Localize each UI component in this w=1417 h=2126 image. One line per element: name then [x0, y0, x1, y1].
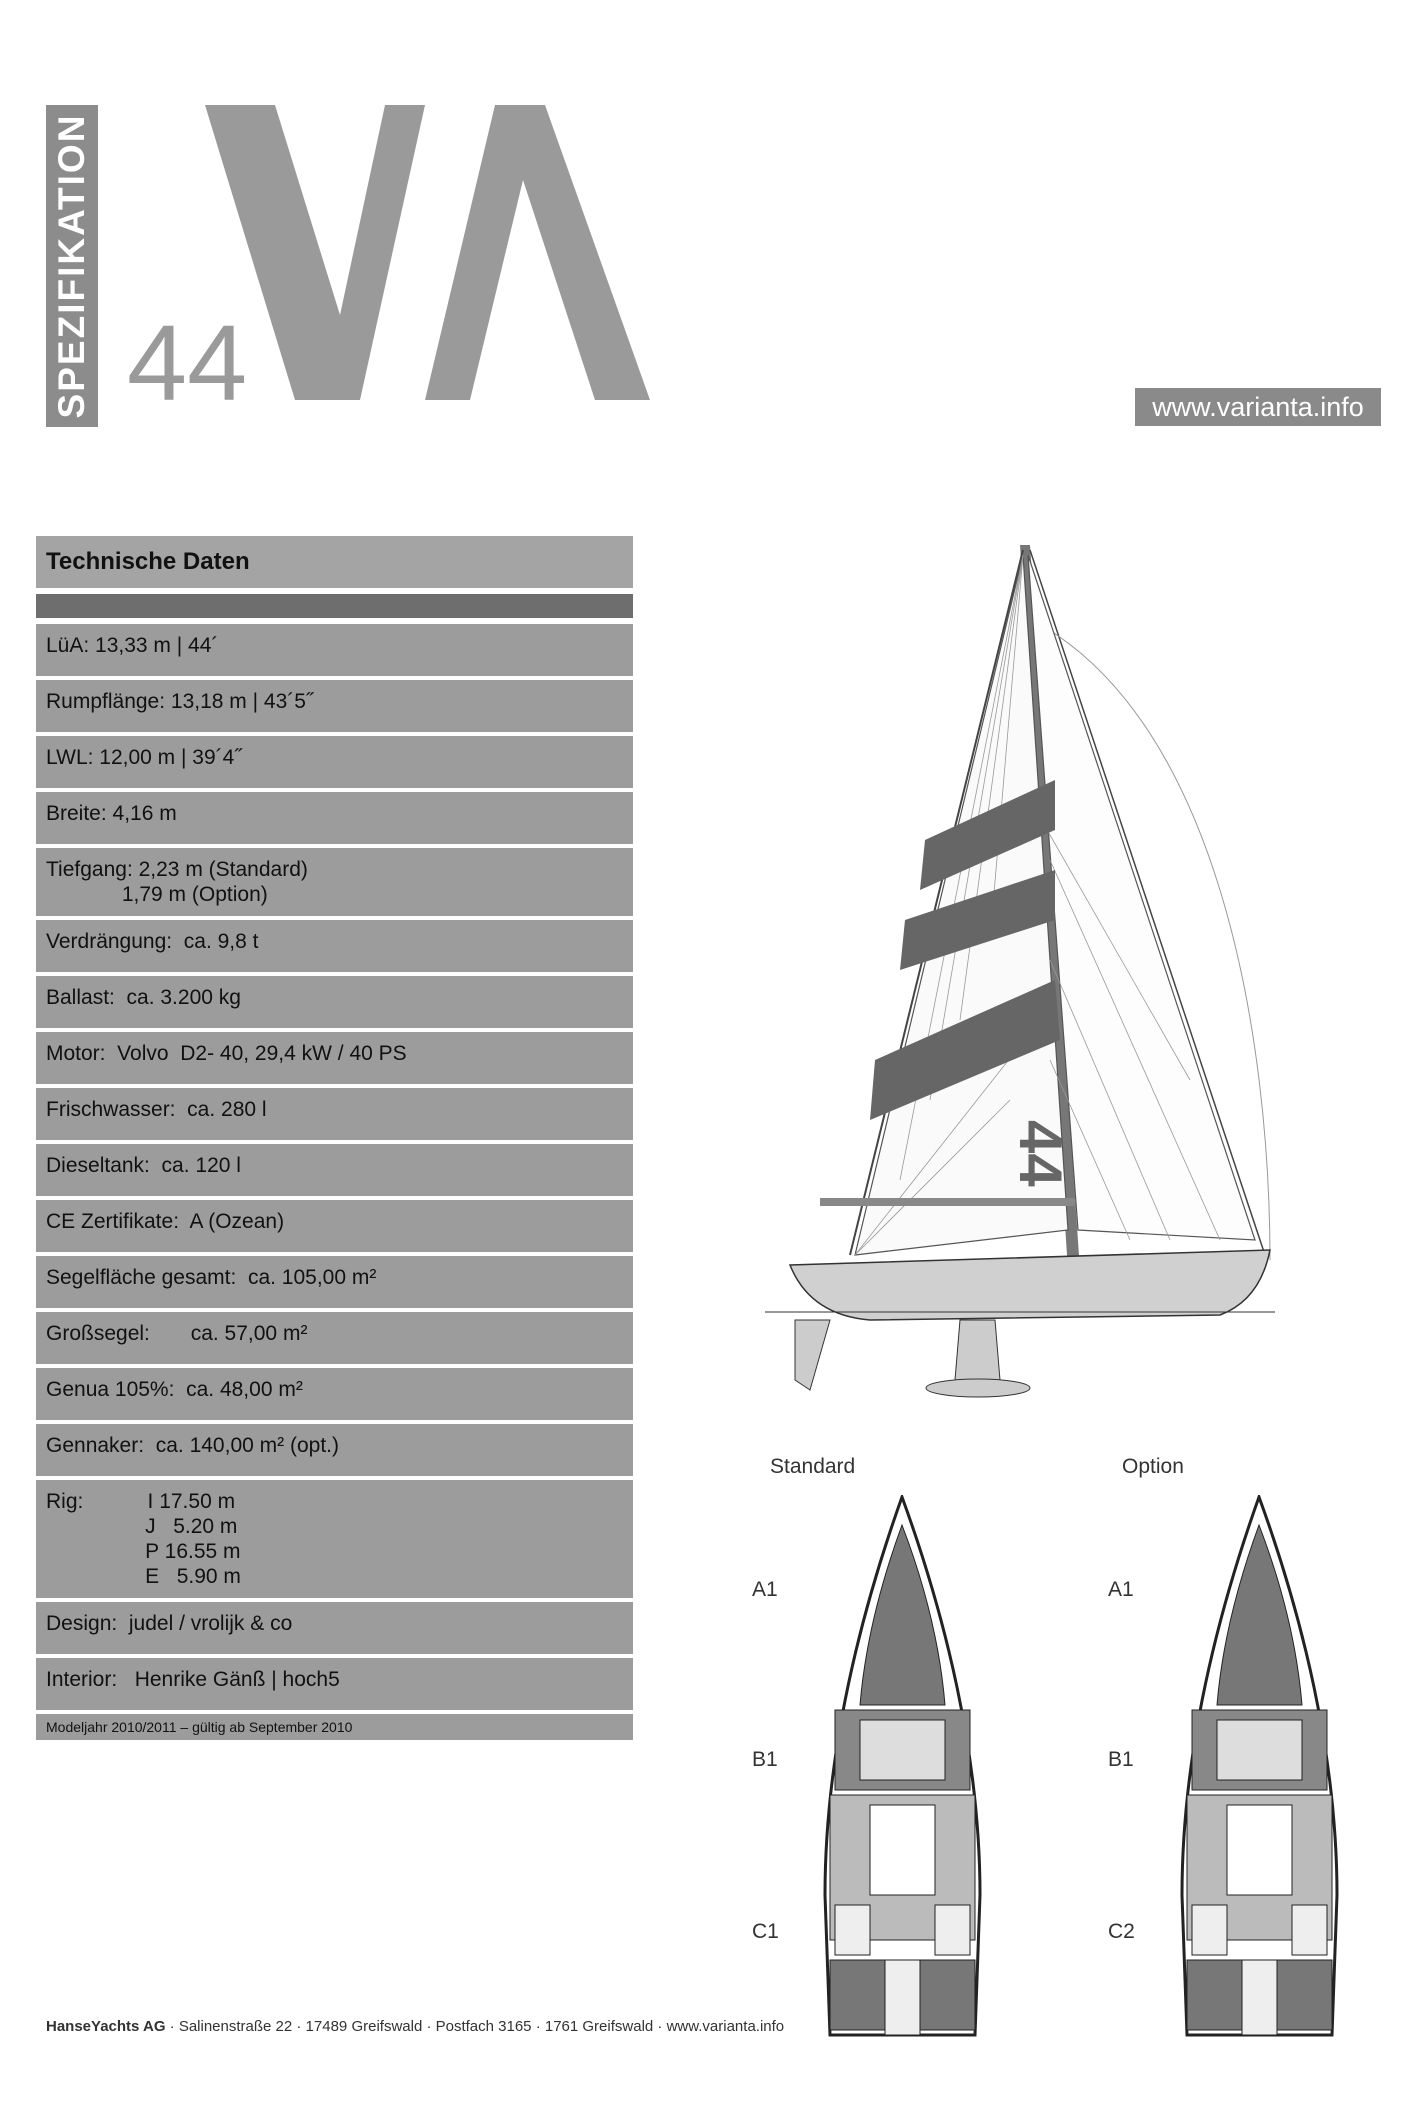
spec-row-text: Segelfläche gesamt: ca. 105,00 m² [46, 1266, 377, 1289]
footer-address: · Salinenstraße 22 · 17489 Greifswald · Postfach 3165 · 1761 Greifswald · www.varianta.info [165, 2018, 785, 2035]
spec-row [36, 1088, 633, 1140]
standard-label: Standard [770, 1455, 856, 1478]
right-deck-label-a: A1 [1108, 1578, 1134, 1601]
spec-row-text: Großsegel: ca. 57,00 m² [46, 1322, 308, 1345]
deck-plan-option [1172, 1495, 1347, 2040]
spec-row-text: Genua 105%: ca. 48,00 m² [46, 1378, 303, 1401]
keel-fin [955, 1320, 1000, 1380]
spec-row-text: Dieseltank: ca. 120 l [46, 1154, 241, 1177]
spec-row-text: Verdrängung: ca. 9,8 t [46, 930, 259, 953]
spec-row-text: J 5.20 m [46, 1515, 238, 1538]
spec-row-text: Motor: Volvo D2- 40, 29,4 kW / 40 PS [46, 1042, 407, 1065]
varianta-logo [125, 100, 665, 415]
spec-row-text: Rumpflänge: 13,18 m | 43´5˝ [46, 690, 313, 713]
website-badge[interactable]: www.varianta.info [1135, 388, 1381, 426]
spec-row [36, 1200, 633, 1252]
rudder [795, 1320, 830, 1390]
spec-row-text: LüA: 13,33 m | 44´ [46, 634, 219, 657]
specs-table [36, 536, 633, 1740]
boom [820, 1198, 1075, 1206]
spec-row-text: CE Zertifikate: A (Ozean) [46, 1210, 285, 1233]
spec-row [36, 680, 633, 732]
left-deck-label-b: B1 [752, 1748, 778, 1771]
spec-row-text: Rig: I 17.50 m [46, 1490, 236, 1513]
spec-row-text: LWL: 12,00 m | 39´4˝ [46, 746, 242, 769]
deck-plan-standard [815, 1495, 990, 2040]
keel-bulb [926, 1379, 1030, 1397]
right-deck-label-c: C2 [1108, 1920, 1135, 1943]
spec-row [36, 920, 633, 972]
page-footer [46, 2018, 784, 2035]
spec-row-text: P 16.55 m [46, 1540, 241, 1563]
specs-heading: Technische Daten [36, 536, 633, 588]
spec-row [36, 624, 633, 676]
divider-bar [36, 594, 633, 618]
left-deck-label-a: A1 [752, 1578, 778, 1601]
right-deck-label-b: B1 [1108, 1748, 1134, 1771]
spec-row [36, 736, 633, 788]
left-deck-label-c: C1 [752, 1920, 779, 1943]
option-label: Option [1122, 1455, 1184, 1478]
spec-row [36, 1256, 633, 1308]
spec-row-text: E 5.90 m [46, 1565, 241, 1588]
spec-row-text: Gennaker: ca. 140,00 m² (opt.) [46, 1434, 339, 1457]
spec-row-text: Interior: Henrike Gänß | hoch5 [46, 1668, 340, 1691]
vertical-title: SPEZIFIKATION [51, 113, 92, 419]
sail-number: 44 [1007, 1120, 1074, 1187]
specs-footnote: Modeljahr 2010/2011 – gültig ab September 2010 [36, 1714, 633, 1740]
spec-row [36, 1032, 633, 1084]
spec-row [36, 1368, 633, 1420]
spec-row-text: Tiefgang: 2,23 m (Standard) [46, 858, 308, 881]
spec-row-text: Breite: 4,16 m [46, 802, 177, 825]
spec-rows [36, 624, 633, 1710]
spec-row-text: Design: judel / vrolijk & co [46, 1612, 293, 1635]
footer-company: HanseYachts AG [46, 2018, 166, 2035]
spec-row [36, 848, 633, 916]
vertical-title-bar [46, 105, 98, 427]
hull [790, 1250, 1270, 1320]
spec-row [36, 1424, 633, 1476]
spec-row [36, 1312, 633, 1364]
spec-row [36, 1658, 633, 1710]
spec-row-text: Ballast: ca. 3.200 kg [46, 986, 241, 1009]
spec-row-text: Frischwasser: ca. 280 l [46, 1098, 267, 1121]
spec-row [36, 976, 633, 1028]
spec-row [36, 1144, 633, 1196]
sail-plan-drawing [750, 540, 1280, 1410]
spec-row-text: 1,79 m (Option) [46, 883, 268, 906]
logo-model-number: 44 [127, 302, 248, 415]
logo-letter-a [425, 105, 650, 400]
spec-row [36, 1480, 633, 1598]
spec-row [36, 1602, 633, 1654]
spec-row [36, 792, 633, 844]
